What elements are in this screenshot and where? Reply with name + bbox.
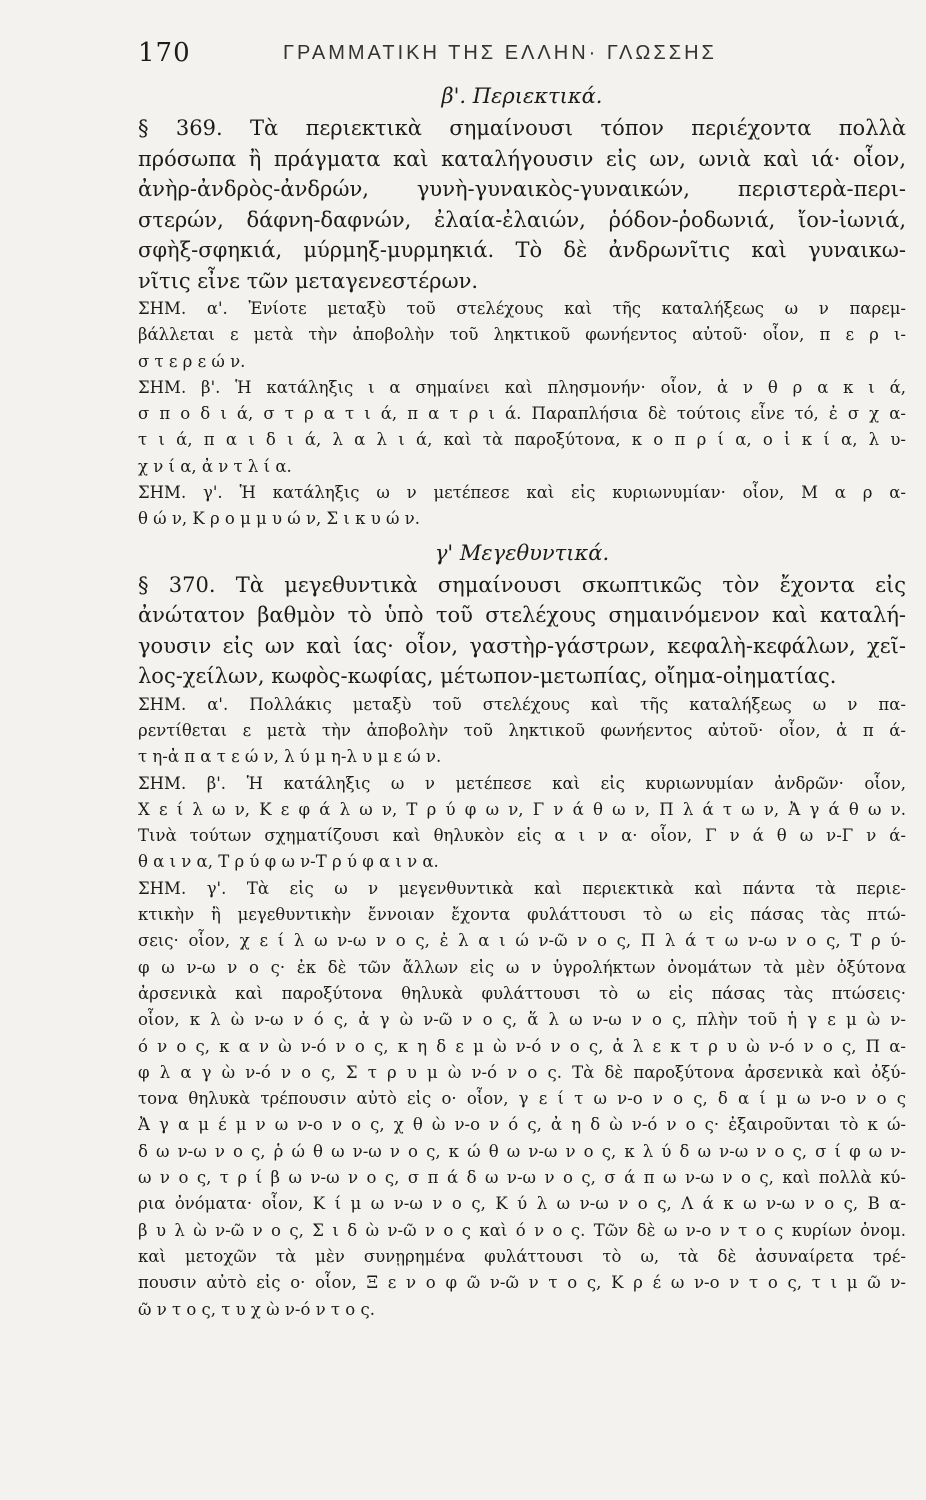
note-line: σ τ ε ρ ε ώ ν. [138,351,246,371]
note-line: ΣΗΜ. γ'. Ἡ κατάληξις ω ν μετέπεσε καὶ εἰς κυριωνυμίαν· οἷον, Μ α ρ α- [138,483,906,503]
note-line: β υ λ ὼ ν-ῶ ν ο ς, Σ ι δ ὼ ν-ῶ ν ο ς καὶ ό ν ο ς. Τῶν δὲ ω ν-ο ν τ ο ς κυρίων ὀνομ. [138,1220,906,1240]
note-line: ΣΗΜ. α'. Πολλάκις μεταξὺ τοῦ στελέχους καὶ τῆς καταλήξεως ω ν πα- [138,694,906,714]
note-line: ἀρσενικὰ καὶ παροξύτονα θηλυκὰ φυλάττουσι τὸ ω εἰς πάσας τὰς πτώσεις· [138,983,906,1003]
note-line: σεις· οἷον, χ ε ί λ ω ν-ω ν ο ς, ἐ λ α ι ώ ν-ῶ ν ο ς, Π λ ά τ ω ν-ω ν ο ς, Τ ρ ύ- [138,931,906,951]
paragraph-line: νῖτις εἶνε τῶν μεταγενεστέρων. [138,268,479,293]
paragraph-line: λος-χείλων, κωφὸς-κωφίας, μέτωπον-μετωπίας, οἴημα-οἰηματίας. [138,664,837,689]
note-line: φ λ α γ ὼ ν-ό ν ο ς, Σ τ ρ υ μ ὼ ν-ό ν ο ς. Τὰ δὲ παροξύτονα ἀρσενικὰ καὶ ὀξύ- [138,1062,906,1082]
note-line: χ ν ί α, ἀ ν τ λ ί α. [138,456,292,476]
note-line: ΣΗΜ. γ'. Τὰ εἰς ω ν μεγενθυντικὰ καὶ περιεκτικὰ καὶ πάντα τὰ περιε- [138,878,906,898]
note-line: ω ν ο ς, τ ρ ί β ω ν-ω ν ο ς, σ π ά δ ω ν-ω ν ο ς, σ ά π ω ν-ω ν ο ς, καὶ πολλὰ κύ- [138,1168,906,1188]
note-line: θ α ι ν α, Τ ρ ύ φ ω ν-Τ ρ ύ φ α ι ν α. [138,852,439,872]
note-line: φ ω ν-ω ν ο ς· ἐκ δὲ τῶν ἄλλων εἰς ω ν ὑγρολήκτων ὀνομάτων τὰ μὲν ὀξύτονα [138,957,906,977]
paragraph-line: γουσιν εἰς ων καὶ ίας· οἷον, γαστὴρ-γάστρων, κεφαλὴ-κεφάλων, χεῖ- [138,633,906,658]
paragraph-line: § 370. Τὰ μεγεθυντικὰ σημαίνουσι σκωπτικῶς τὸν ἔχοντα εἰς [138,572,906,597]
section-heading: β'. Περιεκτικά. [441,84,603,108]
paragraph-line: § 369. Τὰ περιεκτικὰ σημαίνουσι τόπον περιέχοντα πολλὰ [138,116,906,140]
note-line: τ ι ά, π α ι δ ι ά, λ α λ ι ά, καὶ τὰ παροξύτονα, κ ο π ρ ί α, ο ἰ κ ί α, λ υ- [138,430,906,450]
note-line: ΣΗΜ. β'. Ἡ κατάληξις ι α σημαίνει καὶ πλησμονήν· οἷον, ἀ ν θ ρ α κ ι ά, [138,377,906,397]
section-heading: γ' Μεγεθυντικά. [434,540,610,565]
note-line: ρεντίθεται ε μετὰ τὴν ἀποβολὴν τοῦ ληκτικοῦ φωνήεντος αὐτοῦ· οἷον, ἀ π ά- [138,720,906,740]
note-line: ΣΗΜ. β'. Ἡ κατάληξις ω ν μετέπεσε καὶ εἰς κυριωνυμίαν ἀνδρῶν· οἷον, [138,773,906,793]
paragraph-line: πρόσωπα ἢ πράγματα καὶ καταλήγουσιν εἰς ων, ωνιὰ καὶ ιά· οἷον, [138,146,906,171]
page-body [138,80,906,1323]
note-line: θ ώ ν, Κ ρ ο μ μ υ ώ ν, Σ ι κ υ ώ ν. [138,509,420,529]
note-line: τ η-ἀ π α τ ε ώ ν, λ ύ μ η-λ υ μ ε ώ ν. [138,747,442,767]
running-title: ΓΡΑΜΜΑΤΙΚΗ ΤΗΣ ΕΛΛΗΝ· ΓΛΩΣΣΗΣ [283,42,717,64]
note-line: Τινὰ τούτων σχηματίζουσι καὶ θηλυκὸν εἰς α ι ν α· οἷον, Γ ν ά θ ω ν-Γ ν ά- [138,826,906,846]
paragraph-line: στερών, δάφνη-δαφνών, ἐλαία-ἐλαιών, ῥόδον-ῥοδωνιά, ἴον-ἰωνιά, [138,207,906,232]
paragraph-line: ἀνὴρ-ἀνδρὸς-ἀνδρών, γυνὴ-γυναικὸς-γυναικών, περιστερὰ-περι- [138,177,906,201]
note-line: Ἀ γ α μ έ μ ν ω ν-ο ν ο ς, χ θ ὼ ν-ο ν ό ς, ἀ η δ ὼ ν-ό ν ο ς· ἐξαιροῦνται τὸ κ ώ- [138,1115,906,1135]
note-line: ρια ὀνόματα· οἷον, Κ ί μ ω ν-ω ν ο ς, Κ ύ λ ω ν-ω ν ο ς, Λ ά κ ω ν-ω ν ο ς, Β α- [138,1194,906,1214]
note-line: ΣΗΜ. α'. Ἐνίοτε μεταξὺ τοῦ στελέχους καὶ τῆς καταλήξεως ω ν παρεμ- [138,299,906,318]
note-line: βάλλεται ε μετὰ τὴν ἀποβολὴν τοῦ ληκτικοῦ φωνήεντος αὐτοῦ· οἷον, π ε ρ ι- [138,325,906,345]
paragraph-line: σφὴξ-σφηκιά, μύρμηξ-μυρμηκιά. Τὸ δὲ ἀνδρωνῖτις καὶ γυναικω- [138,238,906,262]
note-line: ῶ ν τ ο ς, τ υ χ ὼ ν-ό ν τ ο ς. [138,1299,375,1319]
page-number: 170 [138,38,191,68]
note-line: τονα θηλυκὰ τρέπουσιν αὐτὸ εἰς ο· οἷον, γ ε ί τ ω ν-ο ν ο ς, δ α ί μ ω ν-ο ν ο ς [138,1089,906,1109]
note-line: πουσιν αὐτὸ εἰς ο· οἷον, Ξ ε ν ο φ ῶ ν-ῶ ν τ ο ς, Κ ρ έ ω ν-ο ν τ ο ς, τ ι μ ῶ ν- [138,1273,906,1293]
note-line: ό ν ο ς, κ α ν ὼ ν-ό ν ο ς, κ η δ ε μ ὼ ν-ό ν ο ς, ἀ λ ε κ τ ρ υ ὼ ν-ό ν ο ς, Π α- [138,1036,906,1056]
note-line: κτικὴν ἢ μεγεθυντικὴν ἔννοιαν ἔχοντα φυλάττουσι τὸ ω εἰς πάσας τὰς πτώ- [138,905,906,925]
note-line: δ ω ν-ω ν ο ς, ῥ ώ θ ω ν-ω ν ο ς, κ ώ θ ω ν-ω ν ο ς, κ λ ύ δ ω ν-ω ν ο ς, σ ί φ ω ν- [138,1141,906,1161]
note-line: καὶ μετοχῶν τὰ μὲν συνῃρημένα φυλάττουσι τὸ ω, τὰ δὲ ἀσυναίρετα τρέ- [138,1246,906,1266]
note-line: οἷον, κ λ ὼ ν-ω ν ό ς, ἀ γ ὼ ν-ῶ ν ο ς, ἅ λ ω ν-ω ν ο ς, πλὴν τοῦ ἡ γ ε μ ὼ ν- [138,1010,906,1030]
paragraph-line: ἀνώτατον βαθμὸν τὸ ὑπὸ τοῦ στελέχους σημαινόμενον καὶ καταλή- [138,603,906,628]
note-line: σ π ο δ ι ά, σ τ ρ α τ ι ά, π α τ ρ ι ά. Παραπλήσια δὲ τούτοις εἶνε τό, ἐ σ χ α- [138,404,906,424]
note-line: Χ ε ί λ ω ν, Κ ε φ ά λ ω ν, Τ ρ ύ φ ω ν, Γ ν ά θ ω ν, Π λ ά τ ω ν, Ἀ γ ά θ ω ν. [138,799,906,819]
running-head [138,38,778,78]
